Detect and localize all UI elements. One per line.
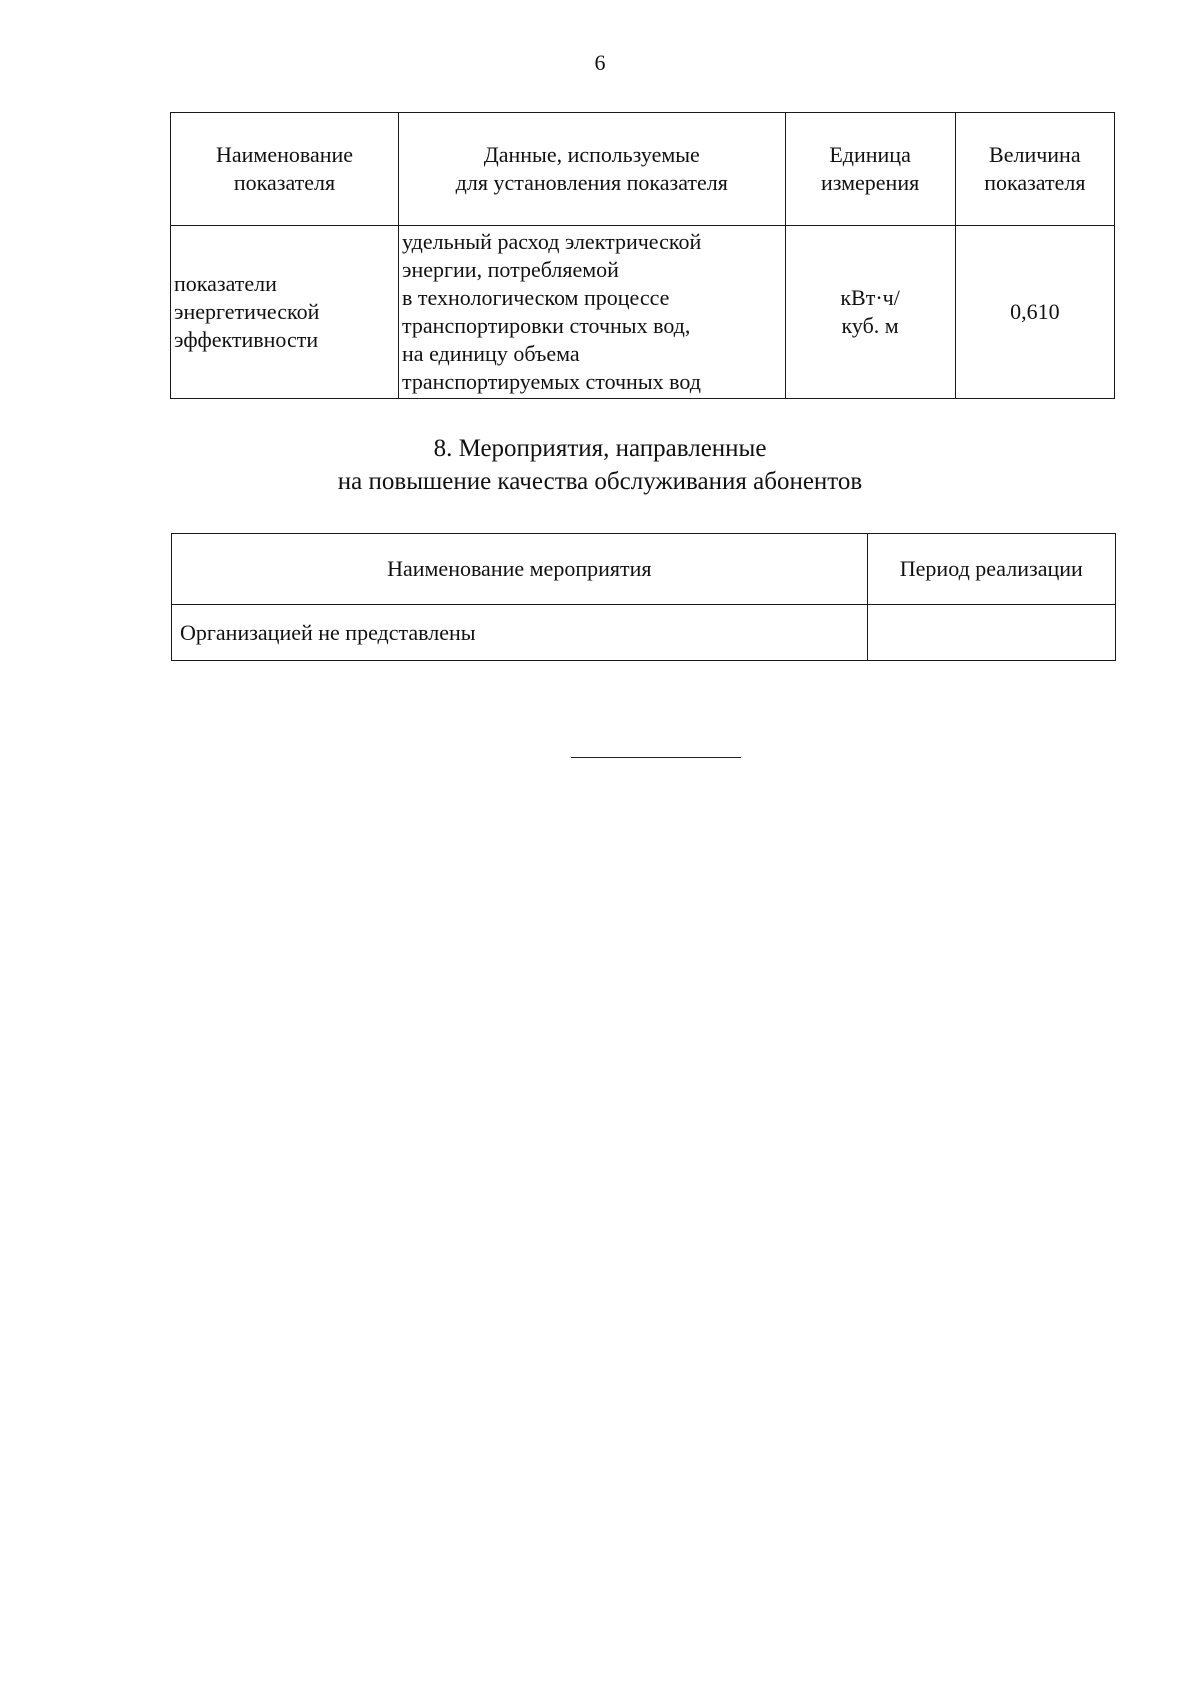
header-period: Период реализации	[867, 534, 1115, 605]
period-cell	[867, 605, 1115, 661]
header-measure-name: Наименование мероприятия	[172, 534, 868, 605]
indicator-unit-cell: кВт·ч/ куб. м	[785, 226, 955, 399]
indicator-value-cell: 0,610	[955, 226, 1114, 399]
section-title: 8. Мероприятия, направленные на повышение качества обслуживания абонентов	[337, 435, 863, 495]
measure-cell: Организацией не представлены	[172, 605, 868, 661]
indicator-table	[170, 112, 1115, 399]
indicator-name-cell: показатели энергетической эффективности	[171, 226, 399, 399]
indicator-data-cell: удельный расход электрической энергии, потребляемой в технологическом процессе транспортировки сточных вод, на единицу объема транспортируемых сточных вод	[399, 226, 786, 399]
header-indicator-name: Наименование показателя	[171, 113, 399, 226]
page-number: 6	[594, 50, 606, 75]
end-of-document-line	[571, 757, 741, 758]
header-unit: Единица измерения	[785, 113, 955, 226]
table-row	[172, 605, 1116, 661]
measures-table	[171, 533, 1116, 661]
header-indicator-data: Данные, используемые для установления показателя	[399, 113, 786, 226]
measures-table-header-row	[172, 534, 1116, 605]
table-row	[171, 226, 1115, 399]
indicator-table-header-row	[171, 113, 1115, 226]
header-value: Величина показателя	[955, 113, 1114, 226]
